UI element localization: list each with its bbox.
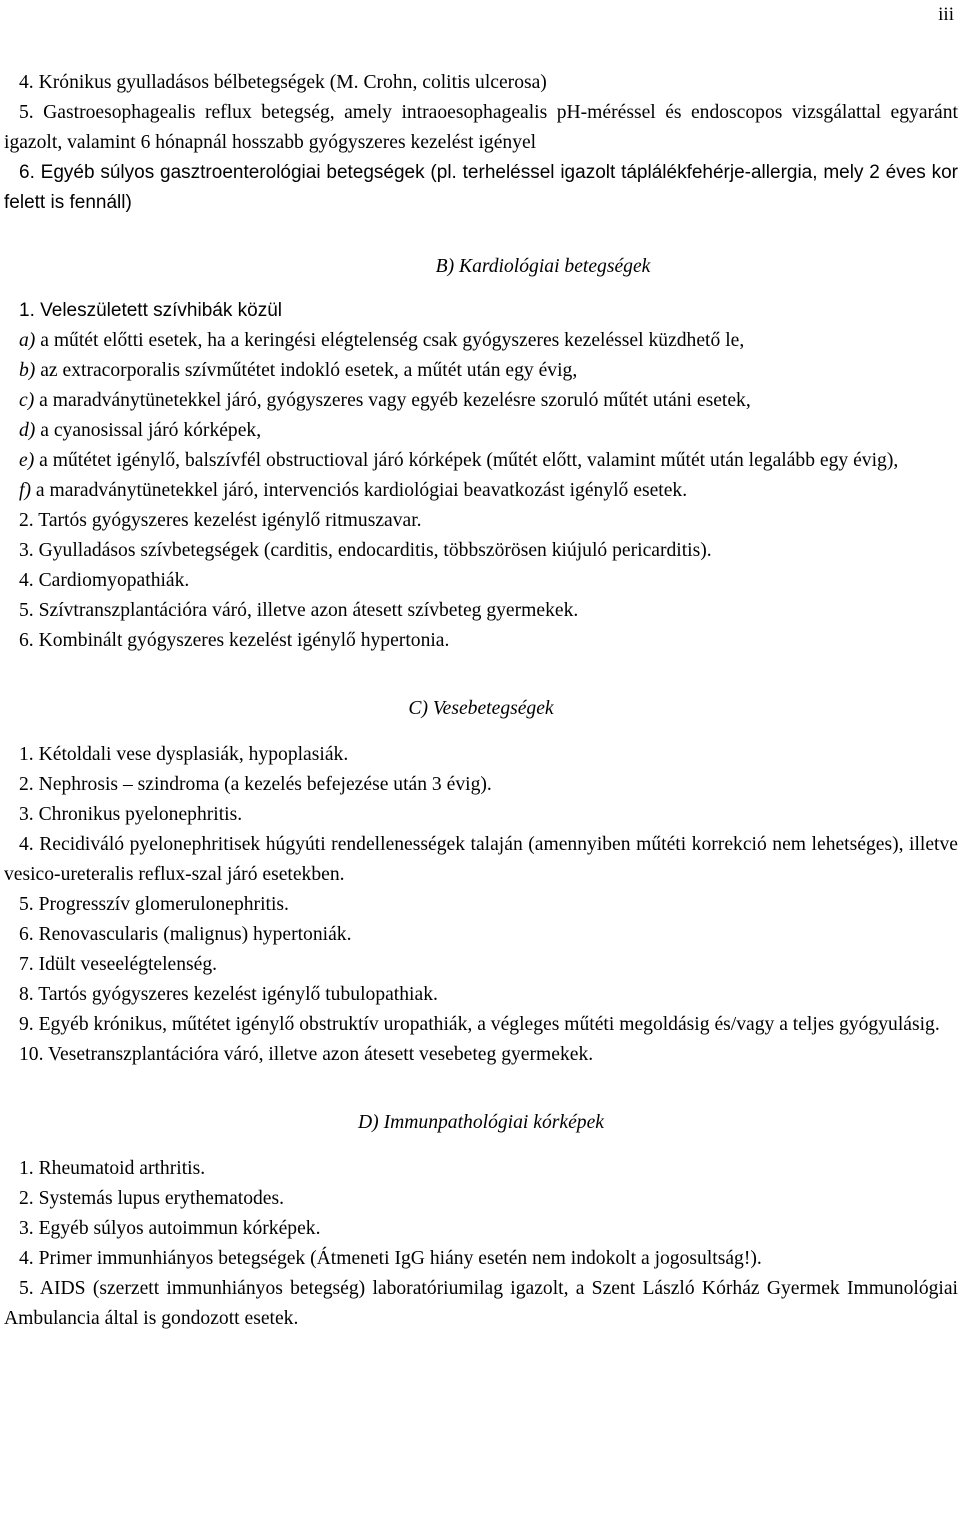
list-item: 3. Chronikus pyelonephritis. xyxy=(19,804,243,825)
sub-item-text: a maradványtünetekkel járó, gyógyszeres vagy egyéb kezelésre szoruló műtét utáni esetek, xyxy=(34,390,751,411)
sub-item-label: b) xyxy=(19,360,36,381)
sub-item-text: a cyanosissal járó kórképek, xyxy=(35,420,262,441)
sub-list-item xyxy=(4,416,958,446)
sub-item-text: a műtét előtti esetek, ha a keringési elégtelenség csak gyógyszeres kezeléssel küzdhető le, xyxy=(35,330,745,351)
list-item: 6. Renovascularis (malignus) hypertoniák. xyxy=(19,924,352,945)
list-item: 4. Cardiomyopathiák. xyxy=(19,570,190,591)
sub-item-label: d) xyxy=(19,420,36,441)
list-item: 4. Krónikus gyulladásos bélbetegségek (M. Crohn, colitis ulcerosa) xyxy=(19,72,547,93)
sub-item-text: a maradványtünetekkel járó, intervenciós kardiológiai beavatkozást igénylő esetek. xyxy=(30,480,688,501)
list-item: 2. Systemás lupus erythematodes. xyxy=(19,1188,285,1209)
sub-list-item xyxy=(4,386,958,416)
list-item: 5. Gastroesophagealis reflux betegség, amely intraoesophagealis pH-méréssel és endoscopos vizsgálattal egyaránt igazolt, valamint 6 hónapnál hosszabb gyógyszeres kezelést igényel xyxy=(4,102,958,153)
sub-item-text: a műtétet igénylő, balszívfél obstructioval járó kórképek (műtét előtt, valamint műtét után legalább egy évig), xyxy=(34,450,899,471)
list-item: 7. Idült veseelégtelenség. xyxy=(19,954,218,975)
list-item: 1. Veleszületett szívhibák közül xyxy=(19,300,282,321)
list-item: 4. Primer immunhiányos betegségek (Átmeneti IgG hiány esetén nem indokolt a jogosultság!). xyxy=(19,1248,762,1269)
list-item: 9. Egyéb krónikus, műtétet igénylő obstruktív uropathiák, a végleges műtéti megoldásig és/vagy a teljes gyógyulásig. xyxy=(19,1014,940,1035)
document-body xyxy=(4,68,958,1334)
sub-list-item xyxy=(4,326,958,356)
list-item: 3. Egyéb súlyos autoimmun kórképek. xyxy=(19,1218,321,1239)
section-heading-c: C) Vesebetegségek xyxy=(408,698,554,719)
sub-item-label: c) xyxy=(19,390,35,411)
list-item: 8. Tartós gyógyszeres kezelést igénylő tubulopathiak. xyxy=(19,984,438,1005)
list-item: 6. Egyéb súlyos gasztroenterológiai betegségek (pl. terheléssel igazolt táplálékfehérje-allergia, mely 2 éves kor felett is fennáll) xyxy=(4,162,958,213)
section-heading-b: B) Kardiológiai betegségek xyxy=(435,256,651,277)
list-item: 2. Nephrosis – szindroma (a kezelés befejezése után 3 évig). xyxy=(19,774,492,795)
sub-item-label: f) xyxy=(19,480,31,501)
sub-item-label: e) xyxy=(19,450,35,471)
page-number: iii xyxy=(938,4,954,25)
sub-item-text: az extracorporalis szívműtétet indokló esetek, a műtét után egy évig, xyxy=(35,360,578,381)
list-item: 10. Vesetranszplantációra váró, illetve azon átesett vesebeteg gyermekek. xyxy=(19,1044,594,1065)
sub-list-item xyxy=(4,446,958,476)
list-item: 5. Szívtranszplantációra váró, illetve azon átesett szívbeteg gyermekek. xyxy=(19,600,579,621)
list-item: 5. AIDS (szerzett immunhiányos betegség) laboratóriumilag igazolt, a Szent László Kórház Gyermek Immunológiai Ambulancia által is gondozott esetek. xyxy=(4,1278,958,1329)
list-item: 1. Kétoldali vese dysplasiák, hypoplasiák. xyxy=(19,744,349,765)
sub-list-item xyxy=(4,476,958,506)
list-item: 6. Kombinált gyógyszeres kezelést igénylő hypertonia. xyxy=(19,630,450,651)
list-item: 1. Rheumatoid arthritis. xyxy=(19,1158,206,1179)
section-heading-d: D) Immunpathológiai kórképek xyxy=(358,1112,604,1133)
list-item: 4. Recidiváló pyelonephritisek húgyúti rendellenességek talaján (amennyiben műtéti korrekció nem lehetséges), illetve vesico-ureteralis reflux-szal járó esetekben. xyxy=(4,834,958,885)
sub-list-item xyxy=(4,356,958,386)
list-item: 3. Gyulladásos szívbetegségek (carditis, endocarditis, többszörösen kiújuló pericarditis). xyxy=(19,540,712,561)
list-item: 2. Tartós gyógyszeres kezelést igénylő ritmuszavar. xyxy=(19,510,422,531)
sub-item-label: a) xyxy=(19,330,36,351)
list-item: 5. Progresszív glomerulonephritis. xyxy=(19,894,289,915)
